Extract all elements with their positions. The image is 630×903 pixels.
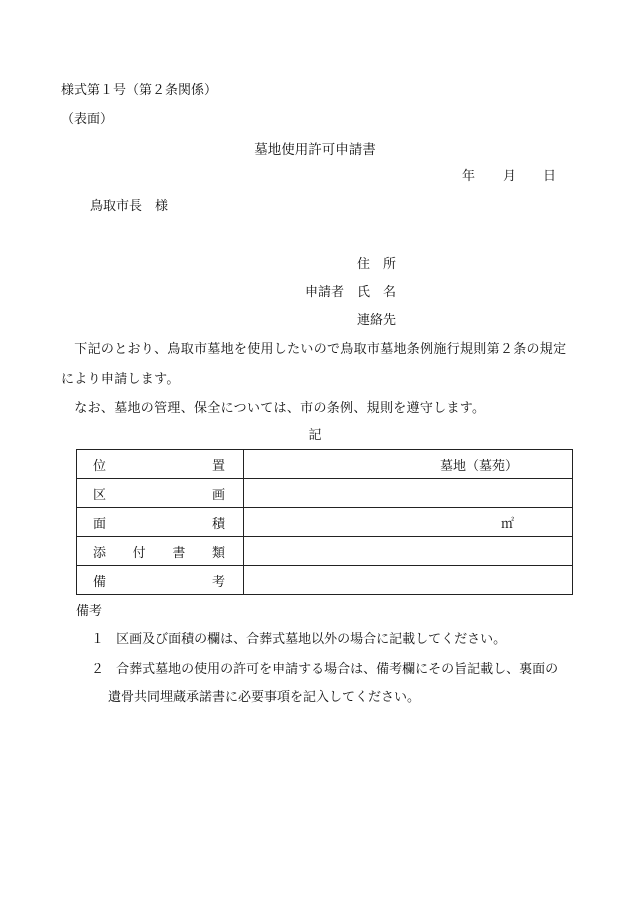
body-paragraph-2: なお、墓地の管理、保全については、市の条例、規則を遵守します。 (61, 401, 486, 416)
label-char: 区 (93, 487, 107, 503)
document-title: 墓地使用許可申請書 (254, 142, 376, 158)
application-table (76, 449, 573, 595)
note-text: 合葬式墓地の使用の許可を申請する場合は、備考欄にその旨記載し、裏面の (116, 662, 559, 677)
addressee: 鳥取市長 様 (90, 199, 169, 214)
applicant-contact-label: 連絡先 (357, 313, 397, 328)
row-label-area (77, 508, 244, 537)
note-text-continuation: 遺骨共同埋蔵承諾書に必要事項を記入してください。 (108, 690, 421, 705)
label-char: 付 (132, 545, 146, 561)
label-char: 類 (211, 545, 225, 561)
ki-heading: 記 (308, 428, 322, 443)
row-label-location (77, 450, 244, 479)
note-text: 区画及び面積の欄は、合葬式墓地以外の場合に記載してください。 (116, 632, 507, 647)
value-text: 墓地（墓苑） (439, 458, 518, 474)
form-number: 様式第１号（第２条関係） (61, 83, 218, 98)
notes-heading: 備考 (76, 604, 103, 619)
note-item (91, 631, 506, 649)
body-paragraph-1: 下記のとおり、鳥取市墓地を使用したいので鳥取市墓地条例施行規則第２条の規定により申請します。 (61, 342, 567, 387)
applicant-name-label: 氏 名 (357, 285, 397, 300)
table-row (77, 479, 573, 508)
applicant-group-label: 申請者 (305, 285, 345, 300)
label-char: 置 (211, 458, 225, 474)
value-remarks[interactable] (244, 566, 573, 595)
row-label-remarks (77, 566, 244, 595)
note-number: ２ (91, 662, 105, 677)
label-char: 積 (211, 516, 225, 532)
value-attachments[interactable] (244, 537, 573, 566)
date-year: 年 (462, 169, 476, 184)
value-plot[interactable] (244, 479, 573, 508)
row-label-plot (77, 479, 244, 508)
table-row (77, 450, 573, 479)
label-char: 考 (211, 574, 225, 590)
note-item (91, 661, 558, 679)
value-unit: ㎡ (500, 516, 514, 532)
date-day: 日 (543, 169, 557, 184)
label-char: 備 (93, 574, 107, 590)
table-row (77, 508, 573, 537)
label-char: 画 (211, 487, 225, 503)
table-row (77, 537, 573, 566)
row-label-attachments (77, 537, 244, 566)
applicant-address-label: 住 所 (357, 257, 397, 272)
value-area[interactable] (244, 508, 573, 537)
label-char: 位 (93, 458, 107, 474)
label-char: 書 (172, 545, 186, 561)
date-line (462, 168, 557, 186)
label-char: 添 (93, 545, 107, 561)
label-char: 面 (93, 516, 107, 532)
table-row (77, 566, 573, 595)
value-location[interactable] (244, 450, 573, 479)
note-number: １ (91, 632, 105, 647)
date-month: 月 (503, 169, 517, 184)
side-label: （表面） (61, 112, 114, 127)
